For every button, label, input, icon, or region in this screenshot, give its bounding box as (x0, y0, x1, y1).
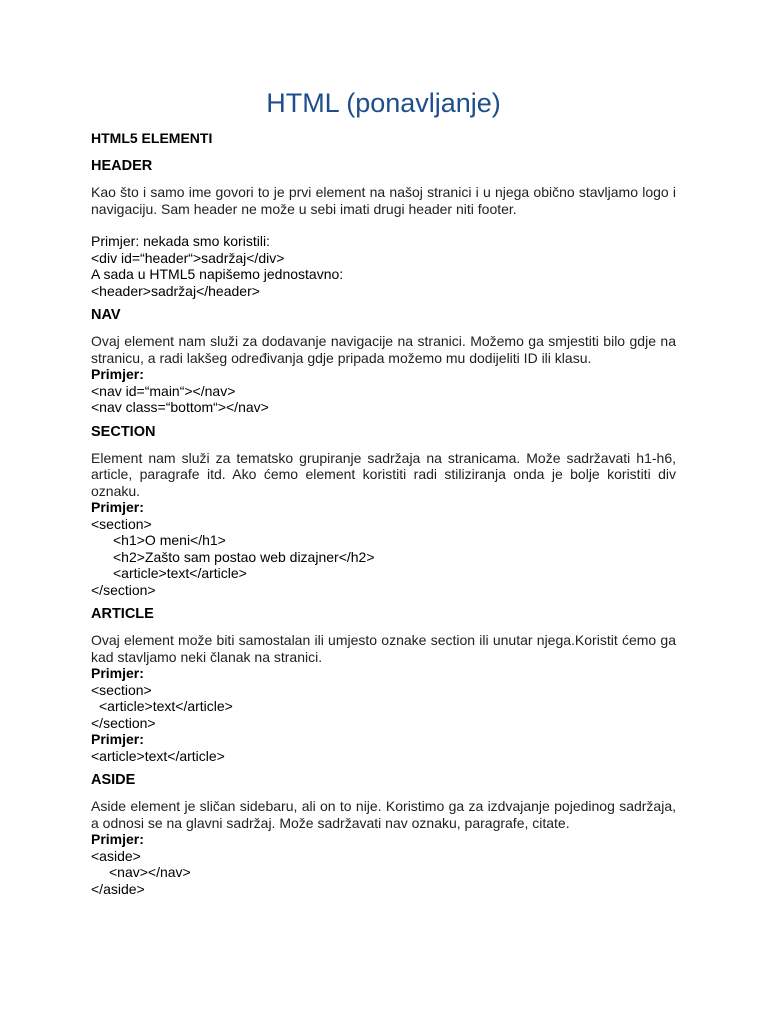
section-code-line-1: <section> (91, 515, 152, 532)
article-section (91, 606, 676, 764)
aside-section (91, 772, 676, 897)
aside-code-line-3: </aside> (91, 880, 145, 897)
aside-code-line-1: <aside> (91, 847, 141, 864)
article-code-line-3: </section> (91, 714, 156, 731)
section-code-line-2: <h1>O meni</h1> (113, 532, 226, 548)
header-section (91, 158, 676, 299)
document-title: HTML (ponavljanje) (266, 88, 501, 118)
article-code-line-2: <article>text</article> (99, 698, 233, 714)
section-paragraph: Element nam služi za tematsko grupiranje sadržaja na stranicama. Može sadržavati h1-h6, article, paragrafe itd. Ako ćemo element koristiti radi stiliziranja onda je bolje koristiti div oznaku. (91, 449, 676, 499)
nav-example-label: Primjer: (91, 366, 144, 382)
nav-paragraph: Ovaj element nam služi za dodavanje navigacije na stranici. Možemo ga smjestiti bilo gdje na stranicu, a radi lakšeg određivanja gdje pripada možemo mu dodijeliti ID ili klasu. (91, 333, 676, 366)
article-code-line-4: <article>text</article> (91, 747, 225, 764)
aside-example-label: Primjer: (91, 831, 144, 847)
header-example-intro: Primjer: nekada smo koristili: (91, 233, 270, 249)
article-example-label: Primjer: (91, 665, 144, 681)
section-section (91, 424, 676, 599)
header-example-intro2: A sada u HTML5 napišemo jednostavno: (91, 266, 344, 282)
article-paragraph: Ovaj element može biti samostalan ili umjesto oznake section ili unutar njega.Koristit ćemo ga kad stavljamo neki članak na stranici. (91, 632, 676, 665)
article-heading: ARTICLE (91, 606, 154, 622)
section-heading: SECTION (91, 423, 156, 440)
aside-code-line-2: <nav></nav> (109, 864, 191, 880)
header-example-old: <div id=“header“>sadržaj</div> (91, 249, 285, 266)
article-example-label-2: Primjer: (91, 731, 144, 747)
section-example-label: Primjer: (91, 499, 144, 515)
subtitle: HTML5 ELEMENTI (91, 130, 213, 146)
section-code-line-4: <article>text</article> (113, 565, 247, 581)
aside-paragraph: Aside element je sličan sidebaru, ali on to nije. Koristimo ga za izdvajanje pojedinog sadržaja, a odnosi se na glavni sadržaj. Može sadržavati nav oznaku, paragrafe, citate. (91, 798, 676, 831)
nav-heading: NAV (91, 307, 121, 323)
header-paragraph: Kao što i samo ime govori to je prvi element na našoj stranici i u njega obično stavljamo logo i navigaciju. Sam header ne može u sebi imati drugi header niti footer. (91, 184, 676, 217)
header-heading: HEADER (91, 158, 153, 174)
nav-section (91, 307, 676, 416)
section-code-line-5: </section> (91, 581, 156, 598)
spacer (91, 217, 676, 233)
aside-heading: ASIDE (91, 772, 136, 788)
section-code-line-3: <h2>Zašto sam postao web dizajner</h2> (113, 548, 375, 565)
article-code-line-1: <section> (91, 681, 152, 698)
nav-code-line-2: <nav class=“bottom“></nav> (91, 399, 269, 415)
nav-code-line-1: <nav id=“main“></nav> (91, 382, 236, 399)
header-example-new: <header>sadržaj</header> (91, 282, 260, 299)
